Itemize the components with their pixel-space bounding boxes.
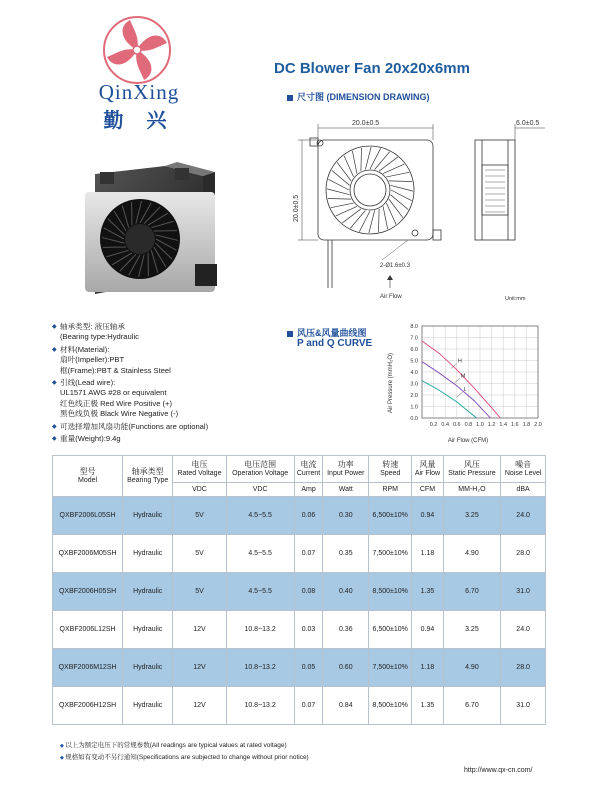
spec-black-wire: 黑色线负极 Black Wire Negative (-) (60, 409, 179, 419)
table-cell: 8,500±10% (369, 573, 412, 611)
table-cell: 4.5~5.5 (226, 535, 294, 573)
col-header-en: Input Power (327, 470, 365, 477)
pq-series-label-H: H (457, 358, 462, 365)
col-header-cn: 电压范围 (244, 460, 277, 469)
col-header-en: Rated Voltage (177, 470, 222, 477)
col-header (443, 456, 501, 483)
pq-x-tick: 1.2 (487, 422, 496, 428)
spec-table (52, 455, 546, 725)
table-cell: 1.18 (412, 535, 443, 573)
table-cell: 31.0 (501, 573, 546, 611)
table-cell: 28.0 (501, 535, 546, 573)
table-cell: 0.30 (323, 497, 369, 535)
col-header (323, 456, 369, 483)
col-header-cn: 风压 (463, 460, 480, 469)
height-dimension: 20.0±0.5 (293, 194, 300, 222)
blade-line (350, 210, 365, 228)
col-header (501, 456, 546, 483)
blade-line (390, 185, 413, 191)
pq-x-ticks (430, 422, 542, 428)
col-header-cn: 功率 (337, 460, 354, 469)
spec-bearing-en: (Bearing type:Hydraulic (60, 332, 139, 342)
table-cell: 28.0 (501, 649, 546, 687)
table-cell: QXBF2006M05SH (53, 535, 123, 573)
blade-line (389, 181, 412, 182)
col-header-cn: 风量 (419, 460, 436, 469)
table-cell: 0.60 (323, 649, 369, 687)
table-cell: 4.5~5.5 (226, 573, 294, 611)
spec-lead-wire (52, 378, 272, 420)
pq-x-tick: 0.4 (441, 422, 450, 428)
spec-weight (52, 434, 272, 444)
blade-line (389, 199, 403, 218)
col-unit: MM-H₂O (443, 483, 501, 497)
col-unit: dBA (501, 483, 546, 497)
col-unit: Amp (294, 483, 323, 497)
spec-impeller: 扇叶(Impeller):PBT (60, 355, 125, 365)
col-header (226, 456, 294, 483)
table-cell: Hydraulic (123, 535, 173, 573)
pq-chart (378, 318, 548, 444)
table-cell: QXBF2006H12SH (53, 687, 123, 725)
table-cell: 6,500±10% (369, 611, 412, 649)
col-header (369, 456, 412, 483)
blade-line (328, 179, 349, 190)
col-header-cn: 转速 (382, 460, 399, 469)
table-cell: 0.06 (294, 497, 323, 535)
blade-line (390, 195, 408, 210)
table-cell: 8,500±10% (369, 687, 412, 725)
spec-list (52, 322, 272, 446)
table-cell: Hydraulic (123, 573, 173, 611)
pq-series-label-M: M (460, 373, 466, 380)
spec-material (52, 345, 272, 376)
footnote-1: ◆ 以上为额定电压下的常规参数(All readings are typical values at rated voltage) (60, 740, 309, 752)
table-row (53, 573, 546, 611)
blade-line (352, 151, 357, 174)
blade-line (386, 172, 409, 177)
blade-line (375, 152, 390, 170)
blade-line (337, 162, 351, 181)
table-header-row (53, 456, 546, 483)
table-cell: 7,500±10% (369, 649, 412, 687)
pq-y-axis-label: Air Pressure (mmH₂O) (388, 353, 394, 413)
table-cell: 0.07 (294, 687, 323, 725)
table-cell: 1.18 (412, 649, 443, 687)
col-header-cn: 电压 (191, 460, 208, 469)
blade-line (328, 198, 351, 199)
blade-line (331, 203, 354, 208)
blade-line (327, 189, 350, 195)
table-cell: 0.35 (323, 535, 369, 573)
blade-line (359, 211, 370, 232)
dimension-heading (287, 90, 430, 103)
blade-line (365, 147, 371, 170)
col-header-en: Model (78, 477, 98, 484)
table-cell: 1.35 (412, 573, 443, 611)
table-cell: 0.36 (323, 611, 369, 649)
dimension-heading-text: 尺寸图 (DIMENSION DRAWING) (297, 92, 430, 102)
col-header-en: Noise Level (504, 470, 542, 477)
pq-heading-en: P and Q CURVE (297, 338, 373, 349)
table-cell: 10.8~13.2 (226, 687, 294, 725)
blade-line (369, 210, 375, 233)
airflow-label: Air Flow (380, 294, 402, 300)
spec-functions-text: ◆ 可选择增加风扇功能(Functions are optional) (60, 421, 209, 431)
pq-y-tick: 6.0 (410, 347, 418, 353)
footnote-2: ◆ 规格如有变动不另行通知(Specifications are subjected to change without prior notice) (60, 752, 309, 764)
col-unit: VDC (226, 483, 294, 497)
col-header-cn: 型号 (79, 467, 96, 476)
table-cell: QXBF2006M12SH (53, 649, 123, 687)
blade-line (342, 209, 361, 223)
product-title: DC Blower Fan 20x20x6mm (274, 60, 470, 77)
blade-line (378, 209, 379, 232)
blade-line (332, 170, 350, 185)
pq-x-tick: 2.0 (534, 422, 542, 428)
table-cell: 3.25 (443, 611, 501, 649)
spec-lead-spec: UL1571 AWG #28 or equivalent (60, 388, 167, 398)
table-cell: 5V (173, 497, 226, 535)
col-header (294, 456, 323, 483)
depth-dimension: 6.0±0.5 (516, 120, 540, 127)
table-cell: 31.0 (501, 687, 546, 725)
table-cell: Hydraulic (123, 611, 173, 649)
pq-y-tick: 1.0 (410, 404, 418, 411)
table-row (53, 535, 546, 573)
pq-x-tick: 0.6 (452, 422, 461, 428)
table-cell: 12V (173, 611, 226, 649)
pq-y-ticks (410, 324, 418, 422)
table-cell: 12V (173, 649, 226, 687)
table-cell: Hydraulic (123, 687, 173, 725)
spec-functions (52, 422, 272, 432)
table-cell: Hydraulic (123, 497, 173, 535)
blade-line (379, 157, 398, 171)
table-cell: 4.90 (443, 535, 501, 573)
website-link[interactable]: http://www.qx-cn.com/ (464, 767, 533, 774)
table-cell: 0.94 (412, 611, 443, 649)
table-cell: 0.94 (412, 497, 443, 535)
table-cell: 4.5~5.5 (226, 497, 294, 535)
spec-frame: 框(Frame):PBT & Stainless Steel (60, 365, 171, 375)
pq-heading-cn: 风压&风量曲线图 (297, 328, 367, 338)
blade-line (361, 148, 362, 171)
table-cell: 0.08 (294, 573, 323, 611)
spec-weight-text: ◆ 重量(Weight):9.4g (60, 434, 121, 444)
table-cell: 6,500±10% (369, 497, 412, 535)
table-body (53, 497, 546, 725)
table-cell: 1.35 (412, 687, 443, 725)
bullet-square-icon (287, 95, 293, 101)
col-header (123, 456, 173, 497)
col-unit: RPM (369, 483, 412, 497)
blade-line (383, 206, 388, 229)
table-cell: 7,500±10% (369, 535, 412, 573)
table-cell: 6.70 (443, 687, 501, 725)
pq-y-tick: 0.0 (410, 416, 418, 422)
product-photo (55, 144, 255, 314)
table-cell: 5V (173, 573, 226, 611)
table-cell: QXBF2006H05SH (53, 573, 123, 611)
table-cell: 5V (173, 535, 226, 573)
col-header (412, 456, 443, 483)
brand-name-cn: 勤 兴 (103, 108, 175, 132)
spec-bearing-cn: ◆ 轴承类型: 液压轴承 (60, 322, 125, 331)
pq-x-tick: 1.6 (510, 422, 519, 428)
col-unit: VDC (173, 483, 226, 497)
table-cell: QXBF2006L12SH (53, 611, 123, 649)
col-unit: CFM (412, 483, 443, 497)
table-cell: 24.0 (501, 497, 546, 535)
table-row (53, 497, 546, 535)
table-cell: 0.03 (294, 611, 323, 649)
col-header (173, 456, 226, 483)
pq-series-line-M (422, 362, 490, 418)
pq-grid (422, 326, 538, 418)
table-cell: 6.70 (443, 573, 501, 611)
pq-y-tick: 7.0 (410, 335, 418, 342)
pq-x-tick: 0.2 (429, 422, 438, 428)
col-header-en: Speed (380, 470, 401, 477)
pq-x-axis-label: Air Flow (CFM) (447, 438, 489, 444)
table-cell: 0.40 (323, 573, 369, 611)
table-row (53, 687, 546, 725)
table-row (53, 611, 546, 649)
width-dimension: 20.0±0.5 (352, 120, 380, 127)
spec-red-wire: 红色线正极 Red Wire Positive (+) (60, 398, 173, 408)
table-cell: 12V (173, 687, 226, 725)
pq-y-tick: 4.0 (410, 370, 418, 376)
spec-bearing (52, 322, 272, 343)
pq-series-labels (451, 359, 467, 398)
footnotes (60, 740, 309, 764)
blade-line (391, 190, 412, 201)
pq-y-tick: 2.0 (410, 393, 418, 399)
dimension-drawing (290, 110, 560, 310)
pq-leader (457, 392, 463, 397)
pq-series-label-L: L (463, 387, 467, 394)
table-cell: 10.8~13.2 (226, 611, 294, 649)
pq-x-tick: 1.4 (499, 422, 508, 428)
col-header-en: Current (296, 470, 321, 477)
brand-name-en: QinXing (98, 80, 180, 104)
col-unit: Watt (323, 483, 369, 497)
col-header-cn: 电流 (300, 460, 317, 469)
table-cell: Hydraulic (123, 649, 173, 687)
table-row (53, 649, 546, 687)
table-cell: 0.84 (323, 687, 369, 725)
table-cell: QXBF2006L05SH (53, 497, 123, 535)
spec-material-head: ◆ 材料(Material): (60, 344, 110, 354)
table-cell: 0.05 (294, 649, 323, 687)
hole-dimension: 2-Ø1.6±0.3 (380, 263, 410, 269)
pq-x-tick: 1.0 (476, 422, 484, 428)
table-cell: 3.25 (443, 497, 501, 535)
pq-y-tick: 8.0 (410, 324, 418, 330)
pq-y-tick: 3.0 (410, 381, 418, 388)
col-header-en: Air Flow (414, 470, 441, 477)
table-cell: 24.0 (501, 611, 546, 649)
col-header-en: Bearing Type (127, 477, 169, 484)
table-cell: 10.8~13.2 (226, 649, 294, 687)
col-header-en: Operation Voltage (232, 470, 289, 477)
bullet-square-icon (287, 331, 293, 337)
unit-label: Unit:mm (505, 296, 526, 302)
spec-lead-head: ◆ 引线(Lead wire): (60, 378, 116, 388)
col-header-cn: 噪音 (515, 460, 532, 469)
pq-leader (451, 364, 457, 369)
col-header-en: Static Pressure (448, 470, 496, 477)
pq-y-tick: 5.0 (410, 358, 418, 365)
table-cell: 4.90 (443, 649, 501, 687)
pq-x-tick: 0.8 (464, 422, 473, 428)
col-header (53, 456, 123, 497)
blade-line (370, 148, 381, 169)
table-cell: 0.07 (294, 535, 323, 573)
col-header-cn: 轴承类型 (131, 467, 164, 476)
pq-x-tick: 1.8 (522, 422, 531, 428)
